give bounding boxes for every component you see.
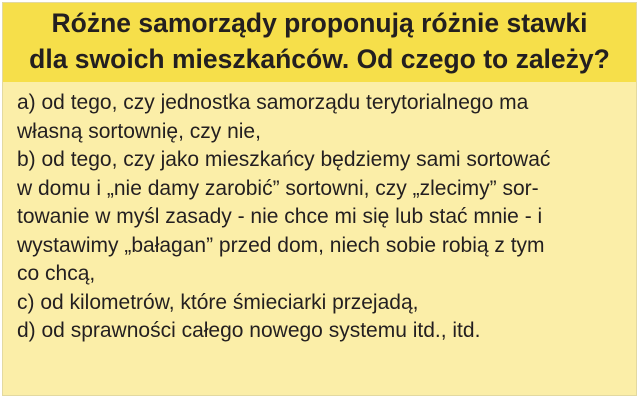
answer-line-5: towanie w myśl zasady - nie chce mi się lub stać mnie - i: [17, 205, 543, 228]
answer-line-7: co chcą,: [17, 262, 96, 285]
question-line-2: dla swoich mieszkańców. Od czego to zależy?: [29, 44, 610, 74]
question-heading: [3, 3, 636, 82]
question-line-1: Różne samorządy proponują różnie stawki: [51, 8, 588, 38]
answer-line-9: d) od sprawności całego nowego systemu itd., itd.: [17, 319, 481, 342]
answer-text: [17, 89, 627, 346]
info-card: [2, 2, 637, 396]
answer-line-6: wystawimy „bałagan” przed dom, niech sobie robią z tym: [17, 233, 545, 257]
answer-line-8: c) od kilometrów, które śmieciarki przejadą,: [17, 290, 419, 314]
answer-line-1: a) od tego, czy jednostka samorządu terytorialnego ma: [17, 91, 529, 114]
answer-line-4: w domu i „nie damy zarobić” sortowni, czy „zlecimy” sor-: [17, 176, 539, 200]
answer-line-2: własną sortownię, czy nie,: [17, 119, 261, 143]
answer-line-3: b) od tego, czy jako mieszkańcy będziemy sami sortować: [17, 148, 551, 171]
